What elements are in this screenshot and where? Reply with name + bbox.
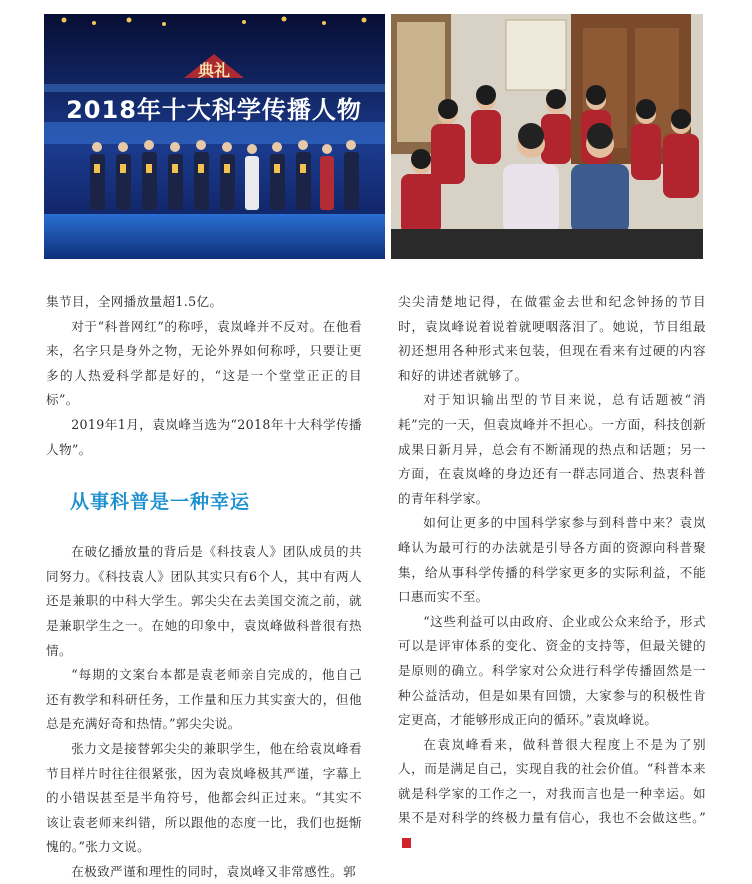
right-paragraph-4: “这些利益可以由政府、企业或公众来给予，形式可以是评审体系的变化、资金的支持等，但最关键的是原则的确立。科学家对公众进行科学传播固然是一种公益活动，但是如果有回馈，大家参与的积极性肯定更高，才能够形成正向的循环。”袁岚峰说。 bbox=[398, 613, 706, 728]
left-text-column bbox=[46, 290, 362, 884]
left-paragraph-5: “每期的文案台本都是袁老师亲自完成的，他自己还有教学和科研任务，工作量和压力其实蛮大的，但他总是充满好奇和热情。”郭尖尖说。 bbox=[46, 667, 362, 732]
award-banner-text: 2018年十大科学传播人物 bbox=[66, 96, 362, 124]
right-paragraph-5-text: 在袁岚峰看来，做科普很大程度上不是为了别人，而是满足自己，实现自我的社会价值。“科普本来就是科学家的工作之一，对我而言也是一种幸运。如果不是对科学的终极力量有信心，我也不会做这些。” bbox=[398, 736, 706, 826]
right-paragraph-2: 对于知识输出型的节目来说，总有话题被“消耗”完的一天，但袁岚峰并不担心。一方面，科技创新成果日新月异，总会有不断涌现的热点和话题；另一方面，在袁岚峰的身边还有一群志同道合、热衷科普的青年科学家。 bbox=[398, 392, 706, 506]
award-ceremony-photo bbox=[44, 14, 385, 259]
left-paragraph-4: 在破亿播放量的背后是《科技袁人》团队成员的共同努力。《科技袁人》团队其实只有6个人，其中有两人还是兼职的中科大学生。郭尖尖在去美国交流之前，就是兼职学生之一。在她的印象中，袁岚峰做科普很有热情。 bbox=[46, 544, 362, 658]
right-text-column bbox=[398, 290, 706, 856]
left-paragraph-2: 对于“科普网红”的称呼，袁岚峰并不反对。在他看来，名字只是身外之物，无论外界如何称呼，只要让更多的人热爱科学都是好的，“这是一个堂堂正正的目标”。 bbox=[46, 318, 362, 408]
left-paragraph-1: 集节目，全网播放量超1.5亿。 bbox=[46, 294, 223, 309]
article-end-mark-icon bbox=[402, 838, 411, 848]
group-photo-illustration bbox=[391, 14, 703, 259]
award-ceremony-illustration bbox=[44, 14, 385, 259]
right-paragraph-3: 如何让更多的中国科学家参与到科普中来？袁岚峰认为最可行的办法就是引导各方面的资源向科普聚集，给从事科学传播的科学家更多的实际利益，不能口惠而实不至。 bbox=[398, 515, 706, 605]
section-heading: 从事科普是一种幸运 bbox=[70, 491, 251, 514]
right-paragraph-1: 尖尖清楚地记得，在做霍金去世和纪念钟扬的节目时，袁岚峰说着说着就哽咽落泪了。她说，节目组最初还想用各种形式来包装，但现在看来有过硬的内容和好的讲述者就够了。 bbox=[398, 294, 706, 383]
left-paragraph-3: 2019年1月，袁岚峰当选为“2018年十大科学传播人物”。 bbox=[46, 416, 362, 457]
left-paragraph-7: 在极致严谨和理性的同时，袁岚峰又非常感性。郭 bbox=[71, 863, 356, 879]
right-paragraph-5 bbox=[398, 733, 706, 856]
group-photo-with-students bbox=[391, 14, 703, 259]
left-paragraph-6: 张力文是接替郭尖尖的兼职学生，他在给袁岚峰看节目样片时往往很紧张，因为袁岚峰极其严谨，字幕上的小错误甚至是半角符号，他都会纠正过来。“其实不该让袁老师来纠错，所以跟他的态度一比，我们也挺惭愧的。”张力文说。 bbox=[46, 740, 362, 855]
event-logo-text: 典礼 bbox=[197, 61, 231, 80]
